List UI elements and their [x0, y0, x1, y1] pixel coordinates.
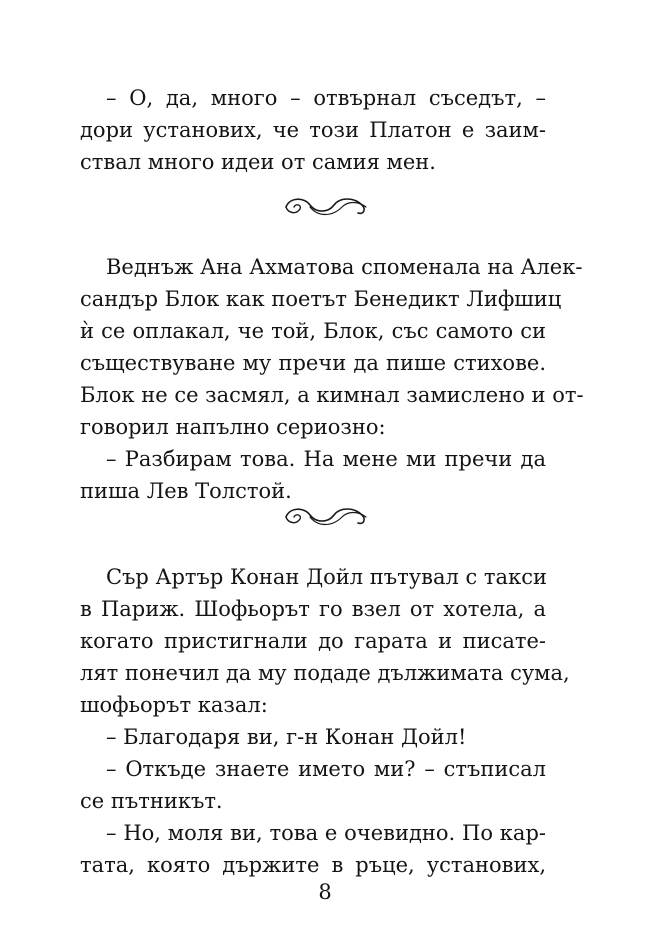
text-line: – Но, моля ви, това е очевидно. По кар-: [106, 821, 546, 845]
text-line: в Париж. Шофьорът го взел от хотела, а: [80, 597, 546, 621]
text-line: – О, да, много – отвърнал съседът, –: [106, 86, 546, 110]
text-line: – Благодаря ви, г-н Конан Дойл!: [106, 725, 467, 749]
text-line: съществуване му пречи да пише стихове.: [80, 351, 546, 375]
text-line: пиша Лев Толстой.: [80, 479, 292, 503]
text-line: сандър Блок как поетът Бенедикт Лифшиц: [80, 287, 562, 311]
text-line: ствал много идеи от самия мен.: [80, 150, 436, 174]
text-line: ѝ се оплакал, че той, Блок, със самото си: [80, 319, 546, 343]
text-line: дори установих, че този Платон е заим-: [80, 118, 546, 142]
text-line: шофьорът казал:: [80, 693, 268, 717]
text-line: – Откъде знаете името ми? – стъписал: [106, 757, 546, 781]
text-line: тата, която държите в ръце, установих,: [80, 853, 546, 877]
text-line: Веднъж Ана Ахматова споменала на Алек-: [106, 255, 583, 279]
page-number: 8: [318, 880, 332, 904]
text-line: Сър Артър Конан Дойл пътувал с такси: [106, 565, 547, 589]
text-line: – Разбирам това. На мене ми пречи да: [106, 447, 546, 471]
flourish-ornament-icon: [280, 193, 370, 219]
text-line: когато пристигнали до гарата и писате-: [80, 629, 546, 653]
text-line: се пътникът.: [80, 789, 223, 813]
text-line: лят понечил да му подаде дължимата сума,: [80, 661, 570, 685]
flourish-ornament-icon: [280, 503, 370, 529]
text-line: Блок не се засмял, а кимнал замислено и от-: [80, 383, 584, 407]
text-line: говорил напълно сериозно:: [80, 415, 386, 439]
